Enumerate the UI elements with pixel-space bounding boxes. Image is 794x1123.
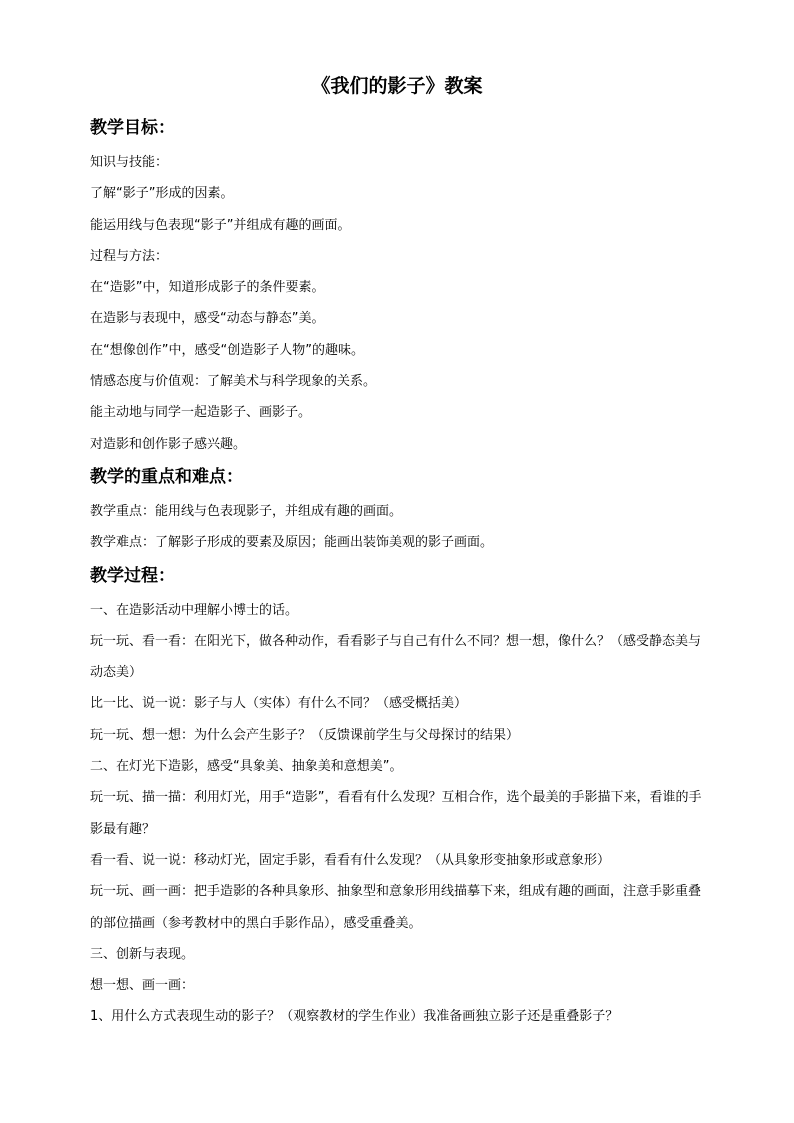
- section-process: [90, 595, 710, 1033]
- paragraph: 三、创新与表现。: [90, 946, 195, 962]
- paragraph: 能主动地与同学一起造影子、画影子。: [90, 405, 312, 421]
- paragraph: 在“想像创作”中，感受“创造影子人物”的趣味。: [90, 342, 364, 358]
- paragraph: 玩一玩、想一想：为什么会产生影子？（反馈课前学生与父母探讨的结果）: [90, 727, 520, 743]
- paragraph: 比一比、说一说：影子与人（实体）有什么不同？（感受概括美）: [90, 696, 468, 712]
- paragraph: 了解“影子”形成的因素。: [90, 186, 234, 202]
- paragraph: 一、在造影活动中理解小博士的话。: [90, 602, 299, 618]
- section-heading-process: 教学过程：: [90, 565, 175, 586]
- section-key-points: [90, 496, 710, 559]
- paragraph: 想一想、画一画：: [90, 978, 195, 994]
- paragraph: 玩一玩、描一描：利用灯光，用手“造影”，看看有什么发现？互相合作，选个最美的手影描下来，看谁的手影最有趣？: [90, 790, 702, 837]
- document-body: [90, 114, 710, 1033]
- paragraph: 玩一玩、看一看：在阳光下，做各种动作，看看影子与自己有什么不同？想一想，像什么？（感受静态美与动态美）: [90, 633, 702, 681]
- section-heading-objectives: 教学目标：: [90, 118, 175, 138]
- paragraph: 玩一玩、画一画：把手造影的各种具象形、抽象型和意象形用线描摹下来，组成有趣的画面，注意手影重叠的部位描画（参考教材中的黑白手影作品），感受重叠美。: [90, 884, 702, 931]
- section-objectives: [90, 147, 710, 460]
- paragraph: 情感态度与价值观：了解美术与科学现象的关系。: [90, 374, 377, 390]
- paragraph: 二、在灯光下造影，感受“具象美、抽象美和意想美”。: [90, 759, 403, 775]
- paragraph: 在“造影”中，知道形成影子的条件要素。: [90, 280, 325, 296]
- document-title: 《我们的影子》教案: [311, 75, 483, 97]
- paragraph: 能运用线与色表现“影子”并组成有趣的画面。: [90, 217, 351, 233]
- paragraph: 知识与技能：: [90, 155, 169, 170]
- paragraph: 教学重点：能用线与色表现影子，并组成有趣的画面。: [90, 503, 403, 519]
- paragraph: 教学难点：了解影子形成的要素及原因；能画出装饰美观的影子画面。: [90, 535, 494, 551]
- paragraph: 过程与方法：: [90, 248, 169, 264]
- paragraph: 看一看、说一说：移动灯光，固定手影，看看有什么发现？（从具象形变抽象形或意象形）: [90, 852, 611, 868]
- paragraph: 1、用什么方式表现生动的影子？（观察教材的学生作业）我准备画独立影子还是重叠影子？: [90, 1009, 619, 1025]
- section-heading-key-points: 教学的重点和难点：: [90, 466, 243, 487]
- paragraph: 对造影和创作影子感兴趣。: [90, 436, 247, 452]
- paragraph: 在造影与表现中，感受“动态与静态”美。: [90, 311, 325, 327]
